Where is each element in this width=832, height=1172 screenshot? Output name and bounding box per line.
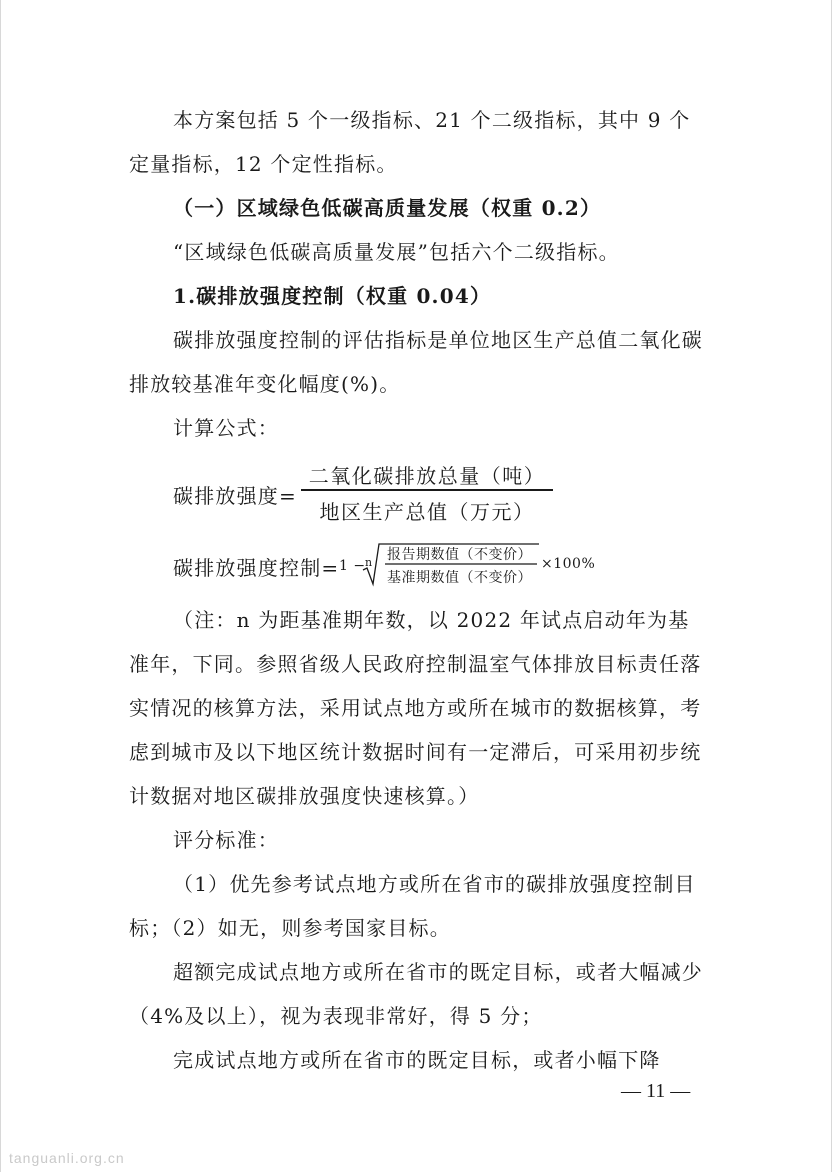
watermark-text: tanguanli.org.cn <box>9 1150 125 1166</box>
formula-control-root-index: n <box>365 556 373 569</box>
formula-control-numerator: 报告期数值（不变价） <box>387 547 532 563</box>
page-number: — 11 — <box>621 1080 691 1102</box>
paragraph-scoring-excellent: 超额完成试点地方或所在省市的既定目标，或者大幅减少（4%及以上），视为表现非常好，得 5 分； <box>129 960 703 1028</box>
paragraph-scoring-label: 评分标准： <box>173 828 279 852</box>
paragraph-indicator-definition: 碳排放强度控制的评估指标是单位地区生产总值二氧化碳排放较基准年变化幅度(%)。 <box>129 328 703 396</box>
section-heading-1: （一）区域绿色低碳高质量发展（权重 0.2） <box>173 196 602 220</box>
paragraph-note: （注：n 为距基准期年数，以 2022 年试点启动年为基准年，下同。参照省级人民政府控制温室气体排放目标责任落实情况的核算方法，采用试点地方或所在城市的数据核算，考虑到城市及以下地区统计数据时间有一定滞后，可采用初步统计数据对地区碳排放强度快速核算。） <box>129 608 702 808</box>
formula-control-one-minus: 1 − <box>339 558 366 574</box>
subsection-heading-1: 1.碳排放强度控制（权重 0.04） <box>173 284 492 308</box>
formula-intensity-lhs: 碳排放强度= <box>173 484 297 508</box>
fraction-bar <box>301 489 553 491</box>
formula-intensity-denominator: 地区生产总值（万元） <box>319 500 535 524</box>
formula-control-lhs: 碳排放强度控制= <box>173 556 340 580</box>
paragraph-indicator-summary: 本方案包括 5 个一级指标、21 个二级指标，其中 9 个定量指标，12 个定性指标。 <box>129 108 691 176</box>
paragraph-scoring-reference: （1）优先参考试点地方或所在省市的碳排放强度控制目标；（2）如无，则参考国家目标。 <box>129 872 696 940</box>
formula-control-denominator: 基准期数值（不变价） <box>387 570 532 586</box>
formula-intensity-numerator: 二氧化碳排放总量（吨） <box>308 464 546 488</box>
paragraph-scoring-complete: 完成试点地方或所在省市的既定目标，或者小幅下降 <box>173 1048 661 1072</box>
paragraph-formula-label: 计算公式： <box>173 416 279 440</box>
paragraph-secondary-indicators: “区域绿色低碳高质量发展”包括六个二级指标。 <box>173 240 620 264</box>
formula-control-times: ×100% <box>541 556 596 572</box>
